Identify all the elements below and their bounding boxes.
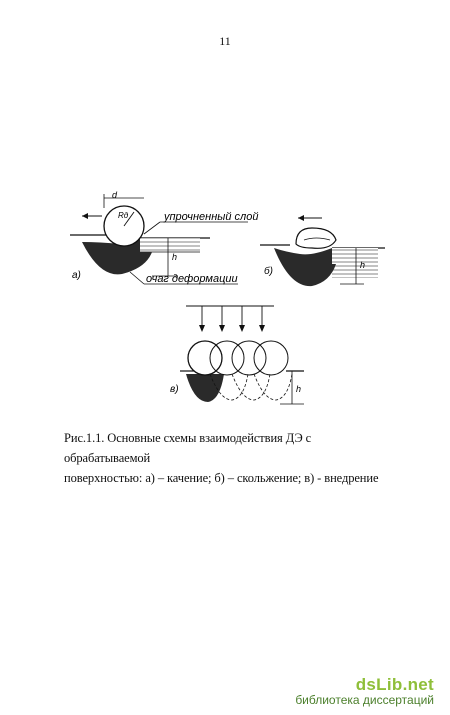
scheme-a-rolling — [70, 190, 258, 285]
caption-line-2: поверхностью: а) – качение; б) – скольжение; в) - внедрение — [64, 471, 379, 485]
label-a: а) — [72, 270, 81, 281]
label-upper-layer: упрочненный слой — [164, 211, 259, 223]
scheme-b-sliding — [260, 215, 385, 286]
caption-line-1: Рис.1.1. Основные схемы взаимодействия ДЭ с обрабатываемой — [64, 431, 312, 465]
page-number: 11 — [219, 34, 231, 48]
label-h-a: h — [172, 252, 178, 262]
label-c: в) — [170, 384, 179, 395]
watermark-logo: dsLib.net — [355, 675, 434, 694]
label-b: б) — [264, 266, 273, 277]
figure-caption — [64, 428, 394, 488]
label-deformation-zone: очаг деформации — [146, 273, 238, 285]
watermark-subtitle: библиотека диссертаций — [295, 693, 434, 707]
watermark — [284, 675, 434, 707]
label-h-c: h — [296, 384, 302, 394]
figure-interaction-schemes — [60, 188, 390, 413]
label-r: Rд — [118, 211, 129, 220]
figure-drawing — [60, 188, 390, 413]
label-d: d — [112, 190, 118, 200]
scheme-c-indentation — [170, 306, 304, 404]
label-h-b: h — [360, 260, 366, 270]
